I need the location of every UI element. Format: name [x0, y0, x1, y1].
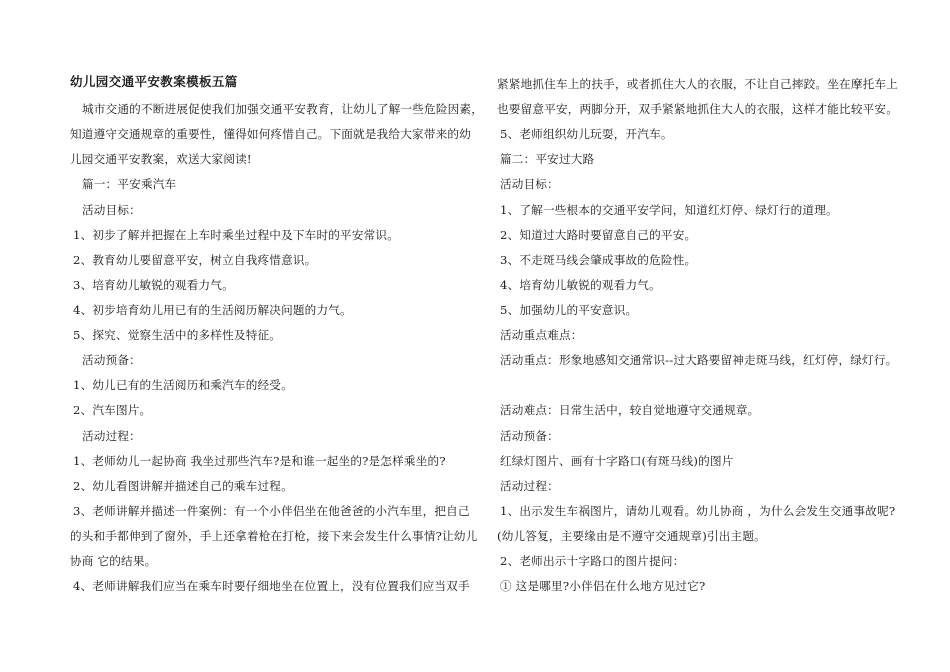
- subheading: 活动过程：: [82, 429, 141, 443]
- list-item: 3、培育幼儿敏锐的观看力气。: [73, 278, 234, 292]
- paragraph-line: 的头和手都伸到了窗外，手上还拿着枪在打枪，接下来会发生什么事情?让幼儿: [70, 529, 478, 543]
- list-item: 4、初步培育幼儿用已有的生活阅历解决问题的力气。: [73, 303, 352, 317]
- paragraph-line: 也要留意平安，两脚分开，双手紧紧地抓住大人的衣服，这样才能比较平安。: [497, 102, 898, 116]
- list-item: 1、初步了解并把握在上车时乘坐过程中及下车时的平安常识。: [73, 228, 400, 242]
- paragraph-line: 城市交通的不断进展促使我们加强交通平安教育，让幼儿了解一些危险因素，: [82, 102, 483, 116]
- list-item: 2、汽车图片。: [73, 403, 152, 417]
- list-item: 2、幼儿看图讲解并描述自己的乘车过程。: [73, 479, 293, 493]
- list-item: 5、探究、觉察生活中的多样性及特征。: [73, 328, 282, 342]
- list-item: 3、老师讲解并描述一件案例：有一个小伴侣坐在他爸爸的小汽车里，把自己: [73, 504, 470, 518]
- subheading: 活动目标：: [82, 203, 141, 217]
- list-item: 5、加强幼儿的平安意识。: [500, 303, 638, 317]
- list-item: 1、老师幼儿一起协商 我坐过那些汽车?是和谁一起坐的?是怎样乘坐的?: [73, 454, 446, 468]
- section-heading: 篇二：平安过大路: [500, 152, 595, 166]
- paragraph-line: 协商 它的结果。: [70, 554, 157, 568]
- paragraph-line: 红绿灯图片、画有十字路口(有斑马线)的图片: [500, 454, 734, 468]
- paragraph-line: (幼儿答复，主要缘由是不遵守交通规章)引出主题。: [497, 529, 766, 543]
- list-item: 2、老师出示十字路口的图片提问：: [500, 554, 685, 568]
- subheading: 活动目标：: [500, 177, 559, 191]
- list-item: 1、幼儿已有的生活阅历和乘汽车的经受。: [73, 378, 293, 392]
- list-item: 2、知道过大路时要留意自己的平安。: [500, 228, 697, 242]
- subheading: 活动过程：: [500, 479, 559, 493]
- list-item: 5、老师组织幼儿玩耍，开汽车。: [500, 127, 673, 141]
- section-heading: 篇一：平安乘汽车: [82, 177, 177, 191]
- paragraph-line: 知道遵守交通规章的重要性，懂得如何疼惜自己。下面就是我给大家带来的幼: [70, 127, 471, 141]
- list-item: 3、不走斑马线会肇成事故的危险性。: [500, 253, 697, 267]
- subheading: 活动预备：: [82, 353, 141, 367]
- subheading: 活动重点难点：: [500, 328, 583, 342]
- list-item: 2、教育幼儿要留意平安，树立自我疼惜意识。: [73, 253, 317, 267]
- list-item: ① 这是哪里?小伴侣在什么地方见过它?: [500, 579, 706, 593]
- list-item: 1、了解一些根本的交通平安学问，知道红灯停、绿灯行的道理。: [500, 203, 838, 217]
- paragraph-line: 活动重点：形象地感知交通常识--过大路要留神走斑马线，红灯停，绿灯行。: [500, 353, 898, 367]
- paragraph-line: 紧紧地抓住车上的扶手，或者抓住大人的衣服，不让自己摔跤。坐在摩托车上: [497, 77, 898, 91]
- list-item: 4、培育幼儿敏锐的观看力气。: [500, 278, 661, 292]
- paragraph-line: 儿园交通平安教案，欢送大家阅读!: [70, 152, 252, 166]
- subheading: 活动预备：: [500, 429, 559, 443]
- paragraph-line: 活动难点：日常生活中，较自觉地遵守交通规章。: [500, 403, 760, 417]
- list-item: 1、出示发生车祸图片，请幼儿观看。幼儿协商 ，为什么会发生交通事故呢?: [500, 504, 896, 518]
- document-title: 幼儿园交通平安教案模板五篇: [70, 74, 238, 89]
- list-item: 4、老师讲解我们应当在乘车时要仔细地坐在位置上，没有位置我们应当双手: [73, 579, 470, 593]
